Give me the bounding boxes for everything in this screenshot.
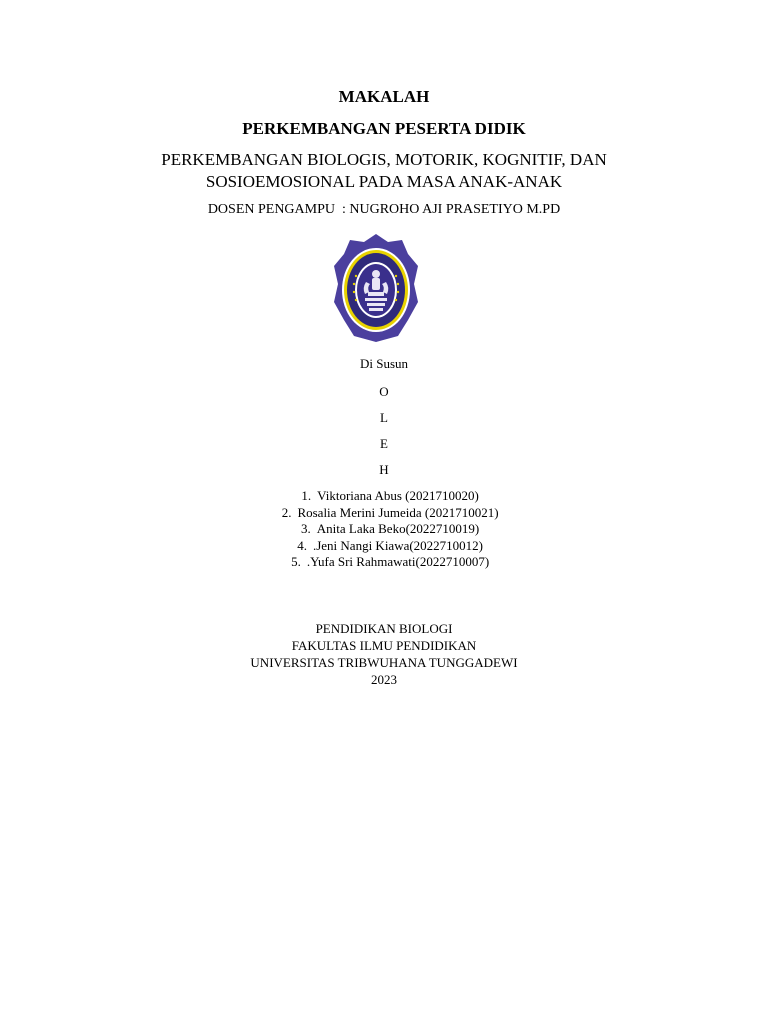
subtitle-line-2: SOSIOEMOSIONAL PADA MASA ANAK-ANAK [205, 172, 563, 191]
member-item [0, 554, 768, 571]
faculty-name: FAKULTAS ILMU PENDIDIKAN [291, 638, 477, 653]
document-title: MAKALAH [338, 87, 430, 106]
member-name: Rosalia Merini Jumeida (2021710021) [297, 504, 499, 520]
member-number: 4. [297, 537, 307, 553]
subtitle-line-1: PERKEMBANGAN BIOLOGIS, MOTORIK, KOGNITIF, DAN [161, 150, 607, 169]
university-name: UNIVERSITAS TRIBWUHANA TUNGGADEWI [250, 655, 518, 670]
oleh-letter-o: O [379, 384, 389, 399]
member-name: .Jeni Nangi Kiawa(2022710012) [312, 537, 484, 553]
member-item [0, 521, 768, 538]
member-item [0, 505, 768, 522]
member-number: 2. [281, 504, 292, 520]
lecturer-line: DOSEN PENGAMPU : NUGROHO AJI PRASETIYO M.PD [207, 202, 561, 217]
member-name: .Yufa Sri Rahmawati(2022710007) [306, 554, 490, 569]
oleh-letter-l: L [380, 410, 388, 425]
member-number: 3. [301, 521, 311, 536]
member-name: Anita Laka Beko(2022710019) [316, 521, 480, 536]
oleh-letter-e: E [380, 436, 388, 451]
year: 2023 [371, 672, 397, 687]
institution-block [0, 620, 768, 688]
member-item [0, 488, 768, 505]
member-name: Viktoriana Abus (2021710020) [317, 488, 479, 503]
department-name: PENDIDIKAN BIOLOGI [315, 621, 453, 636]
compiled-by-label: Di Susun [359, 356, 409, 371]
oleh-letter-h: H [379, 462, 389, 477]
member-item [0, 538, 768, 555]
member-list [0, 488, 768, 571]
member-number: 1. [301, 488, 312, 503]
paper-subtitle [0, 149, 768, 193]
member-number: 5. [291, 554, 301, 569]
university-seal-icon [332, 232, 420, 344]
course-title: PERKEMBANGAN PESERTA DIDIK [242, 119, 526, 138]
